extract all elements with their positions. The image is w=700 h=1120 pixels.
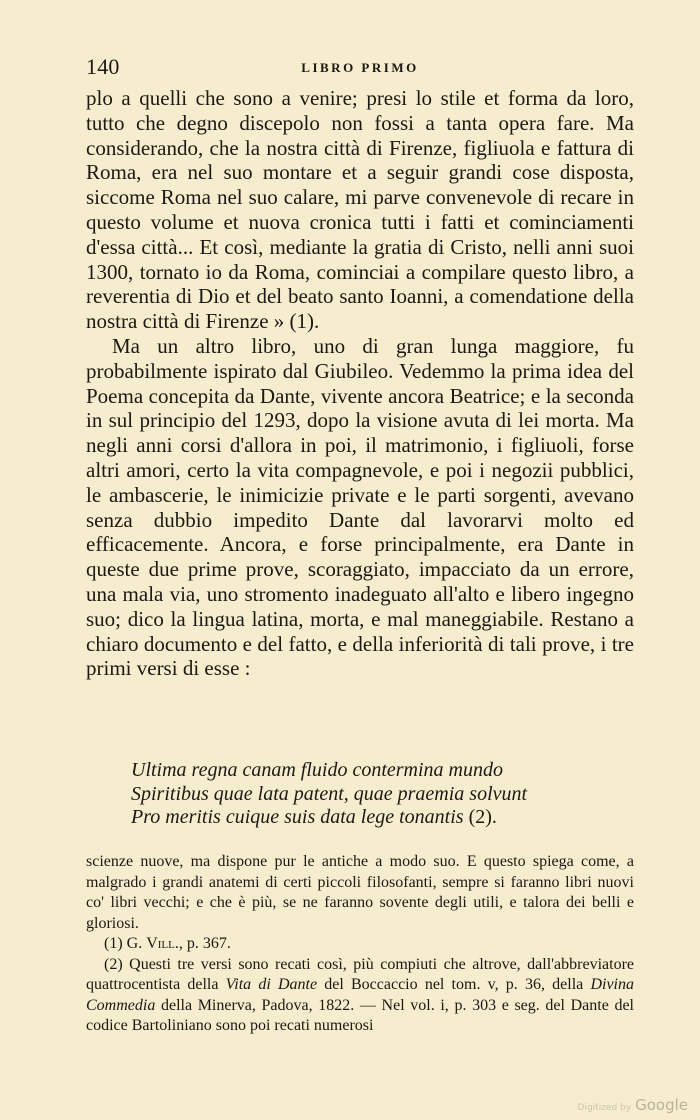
- work-title: Vita di Dante: [225, 976, 318, 993]
- page-number: 140: [86, 54, 120, 79]
- watermark-prefix: Digitized by: [577, 1103, 632, 1113]
- footnote-text: del Boccaccio nel tom. v, p. 36, della: [317, 976, 591, 993]
- footnote-1: [86, 934, 634, 955]
- footnote-text: , p. 367.: [178, 935, 231, 952]
- footnote-text: (2) Questi tre versi sono recati così, più compiuti che altrove, dall'abbreviatore quattrocentista della: [86, 955, 634, 993]
- footnote-continuation: scienze nuove, ma dispone pur le antiche a modo suo. E questo spiega come, a malgrado i grandi anatemi di certi piccoli filosofanti, sempre si faranno libri nuovi co' libri vecchi; e che è più, se ne faranno sovente degli utili, e talora dei belli e gloriosi.: [86, 853, 634, 932]
- running-head: LIBRO PRIMO: [301, 60, 419, 75]
- verse-line: [131, 806, 631, 830]
- footnote-text: della Minerva, Padova, 1822. — Nel vol. i, p. 303 e seg. del Dante del codice Bartoliniano sono poi recati numerosi: [86, 996, 634, 1034]
- paragraph: plo a quelli che sono a venire; presi lo stile et forma da loro, tutto che degno discepolo non fossi a tanta opera fare. Ma considerando, che la nostra città di Firenze, figliuola e fattura di Roma, era nel suo montare et a seguir grandi cose disposta, siccome Roma nel suo calare, mi parve convenevole di recare in questo volume et nuova cronica tutti i fatti et cominciamenti d'essa città... Et così, mediante la gratia di Cristo, nelli anni suoi 1300, tornato io da Roma, cominciai a compilare questo libro, a reverentia di Dio et del beato santo Ioanni, a comendatione della nostra città di Firenze » (1).: [86, 86, 634, 334]
- page-header: [86, 54, 634, 84]
- footnote-mark: (1) G.: [104, 935, 147, 952]
- main-text: [86, 86, 634, 681]
- latin-verses: [131, 759, 631, 830]
- footnote-reference: (2).: [463, 806, 497, 828]
- paragraph: Ma un altro libro, uno di gran lunga maggiore, fu probabilmente ispirato dal Giubileo. Vedemmo la prima idea del Poema concepita da Dante, vivente ancora Beatrice; e la seconda in sul principio del 1293, dopo la visione avuta di lei morta. Ma negli anni corsi d'allora in poi, il matrimonio, i figliuoli, forse altri amori, certo la vita compagnevole, e poi i negozii pubblici, le ambascerie, le inimicizie private e le parti sorgenti, avevano senza dubbio impedito Dante dal lavorarvi molto ed efficacemente. Ancora, e forse principalmente, era Dante in queste due prime prove, scoraggiato, impacciato da un errore, una mala via, uno stromento inadeguato all'alto e libero ingegno suo; dico la lingua latina, morta, e mal maneggiabile. Restano a chiaro documento e del fatto, e della inferiorità di tali prove, i tre primi versi di esse :: [86, 333, 634, 681]
- verse-line: Spiritibus quae lata patent, quae praemia solvunt: [131, 782, 528, 805]
- verse-text: Pro meritis cuique suis data lege tonantis: [131, 806, 464, 828]
- verse-line: Ultima regna canam fluido contermina mundo: [131, 759, 504, 781]
- digitization-watermark: [578, 1096, 688, 1114]
- footnote-2: [86, 955, 634, 1037]
- footnote-author: Vill.: [146, 935, 179, 952]
- work-title: Divina Commedia: [86, 976, 634, 1014]
- footnotes: [86, 852, 634, 1037]
- watermark-logo-text: Google: [635, 1096, 688, 1114]
